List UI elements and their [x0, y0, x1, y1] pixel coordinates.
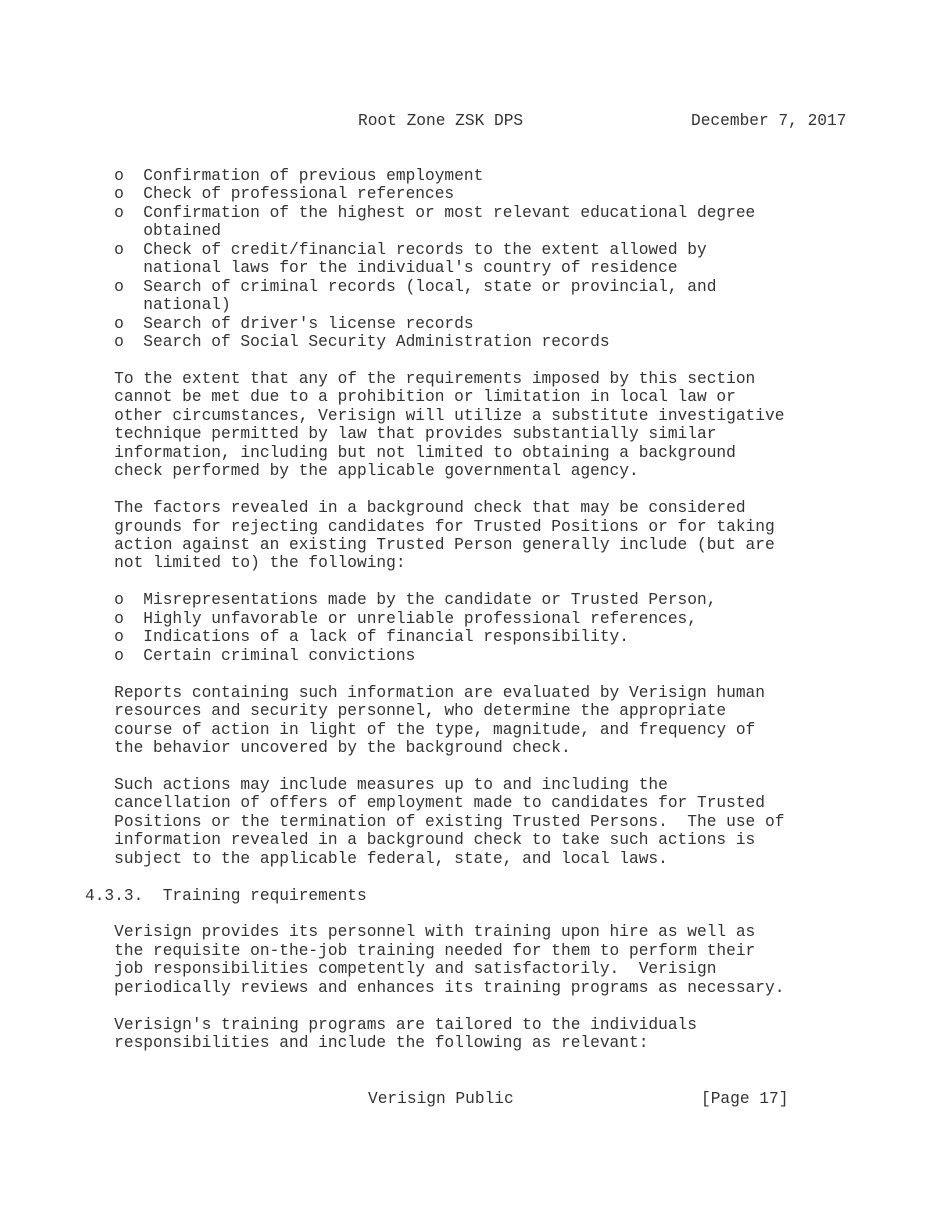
paragraph-line: resources and security personnel, who determine the appropriate — [85, 702, 727, 721]
paragraph-line: Such actions may include measures up to and including the — [85, 775, 668, 794]
section-heading: 4.3.3. Training requirements — [85, 886, 367, 905]
paragraph-line: information revealed in a background check to take such actions is — [85, 831, 756, 850]
paragraph-line: check performed by the applicable governmental agency. — [85, 462, 639, 481]
paragraph-line: Verisign's training programs are tailored to the individuals — [85, 1015, 697, 1034]
paragraph-line: subject to the applicable federal, state, and local laws. — [85, 849, 668, 868]
paragraph-line: periodically reviews and enhances its training programs as necessary. — [85, 978, 785, 997]
paragraph-line: not limited to) the following: — [85, 554, 406, 573]
paragraph-line: technique permitted by law that provides substantially similar — [85, 425, 717, 444]
paragraph-line: the behavior uncovered by the background check. — [85, 738, 571, 757]
paragraph-line: Reports containing such information are evaluated by Verisign human — [85, 683, 765, 702]
paragraph-line: action against an existing Trusted Person generally include (but are — [85, 536, 775, 554]
paragraph-line: To the extent that any of the requirements imposed by this section — [85, 369, 756, 388]
paragraph-line: national laws for the individual's country of residence — [85, 259, 678, 278]
bullet-item-line: o Certain criminal convictions — [85, 646, 416, 665]
bullet-item-line: o Misrepresentations made by the candidate or Trusted Person, — [85, 591, 717, 610]
bullet-item-line: o Confirmation of previous employment — [85, 167, 484, 185]
bullet-item-line: o Confirmation of the highest or most relevant educational degree — [85, 203, 756, 222]
paragraph-line: national) — [85, 296, 231, 315]
header-date: December 7, 2017 — [691, 112, 847, 130]
paragraph-line: The factors revealed in a background check that may be considered — [85, 499, 746, 518]
header-title: Root Zone ZSK DPS — [358, 112, 524, 130]
bullet-item-line: o Indications of a lack of financial responsibility. — [85, 628, 629, 647]
bullet-item-line: o Search of criminal records (local, state or provincial, and — [85, 277, 717, 296]
footer-page-number: [Page 17] — [701, 1090, 789, 1108]
bullet-item-line: o Highly unfavorable or unreliable professional references, — [85, 609, 697, 628]
bullet-item-line: o Check of credit/financial records to the extent allowed by — [85, 240, 707, 259]
paragraph-line: the requisite on-the-job training needed for them to perform their — [85, 941, 756, 960]
paragraph-line: Positions or the termination of existing Trusted Persons. The use of — [85, 812, 785, 831]
paragraph-line: responsibilities and include the following as relevant: — [85, 1034, 649, 1053]
bullet-item-line: o Search of Social Security Administration records — [85, 333, 610, 352]
paragraph-line: obtained — [85, 222, 221, 241]
paragraph-line: other circumstances, Verisign will utilize a substitute investigative — [85, 406, 785, 425]
footer-label: Verisign Public — [368, 1090, 514, 1108]
paragraph-line: job responsibilities competently and satisfactorily. Verisign — [85, 960, 717, 979]
paragraph-line: Verisign provides its personnel with training upon hire as well as — [85, 923, 756, 942]
paragraph-line: cannot be met due to a prohibition or limitation in local law or — [85, 388, 736, 407]
paragraph-line: grounds for rejecting candidates for Trusted Positions or for taking — [85, 517, 775, 536]
bullet-item-line: o Check of professional references — [85, 185, 455, 204]
paragraph-line: course of action in light of the type, magnitude, and frequency of — [85, 720, 756, 739]
bullet-item-line: o Search of driver's license records — [85, 314, 474, 333]
paragraph-line: cancellation of offers of employment made to candidates for Trusted — [85, 794, 765, 813]
paragraph-line: information, including but not limited to obtaining a background — [85, 443, 736, 462]
